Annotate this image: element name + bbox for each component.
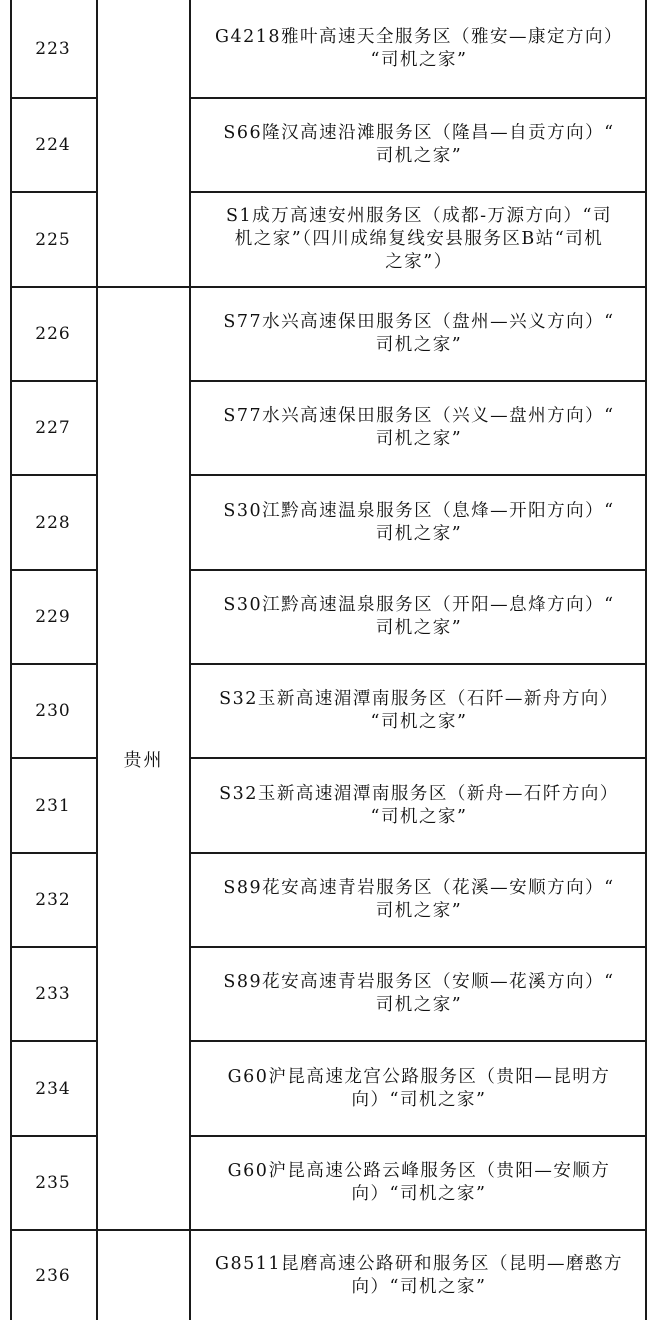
name-line: G60沪昆高速公路云峰服务区（贵阳—安顺方 (227, 1161, 611, 1181)
row-number: 234 (35, 1078, 71, 1099)
row-number: 228 (35, 512, 71, 533)
name-line: S89花安高速青岩服务区（花溪—安顺方向）“ (223, 878, 615, 898)
name-line: 司机之家” (375, 523, 463, 544)
service-area-name (191, 1231, 647, 1320)
name-line: G4218雅叶高速天全服务区（雅安—康定方向） (214, 26, 623, 47)
service-area-name (191, 1137, 647, 1229)
name-line: 机之家”（四川成绵复线安县服务区B站“司机 (234, 229, 604, 249)
service-area-name (191, 854, 647, 946)
service-area-name (191, 476, 647, 569)
row-number: 233 (35, 984, 71, 1004)
service-area-name (191, 1042, 647, 1135)
name-line: 向）“司机之家” (351, 1276, 487, 1297)
name-line: S32玉新高速湄潭南服务区（新舟—石阡方向） (219, 783, 619, 804)
name-line: S89花安高速青岩服务区（安顺—花溪方向）“ (223, 972, 615, 992)
row-number: 224 (35, 135, 71, 155)
row-number: 226 (35, 324, 71, 344)
name-line: “司机之家” (370, 712, 468, 732)
name-line: 之家”） (385, 252, 453, 272)
name-line: S77水兴高速保田服务区（盘州—兴义方向）“ (223, 312, 615, 332)
service-area-name (191, 193, 647, 286)
name-line: S30江黔高速温泉服务区（息烽—开阳方向）“ (223, 500, 615, 521)
name-line: S77水兴高速保田服务区（兴义—盘州方向）“ (223, 406, 615, 426)
name-line: 司机之家” (375, 146, 463, 166)
name-line: 司机之家” (375, 429, 463, 449)
service-area-name (191, 759, 647, 852)
name-line: 向）“司机之家” (351, 1089, 487, 1110)
name-line: G60沪昆高速龙宫公路服务区（贵阳—昆明方 (227, 1066, 611, 1087)
name-line: “司机之家” (370, 806, 468, 827)
service-area-name (191, 948, 647, 1040)
name-line: S32玉新高速湄潭南服务区（石阡—新舟方向） (219, 689, 619, 709)
province-cell-guizhou: 贵州 (123, 749, 164, 771)
row-number: 236 (35, 1265, 71, 1286)
row-number: 231 (35, 795, 71, 816)
row-number: 235 (35, 1173, 71, 1193)
service-area-name (191, 665, 647, 757)
row-number: 230 (35, 701, 71, 721)
name-line: S1成万高速安州服务区（成都-万源方向）“司 (226, 206, 612, 226)
service-area-name (191, 382, 647, 474)
name-line: 司机之家” (375, 995, 463, 1015)
row-number: 227 (35, 418, 71, 438)
row-number: 232 (35, 890, 71, 910)
row-number: 223 (35, 38, 71, 59)
name-line: G8511昆磨高速公路研和服务区（昆明—磨憨方 (214, 1253, 623, 1274)
service-area-name (191, 99, 647, 191)
name-line: 向）“司机之家” (351, 1184, 487, 1204)
name-line: 司机之家” (375, 901, 463, 921)
name-line: 司机之家” (375, 335, 463, 355)
name-line: S30江黔高速温泉服务区（开阳—息烽方向）“ (223, 595, 615, 615)
name-line: 司机之家” (375, 618, 463, 638)
name-line: “司机之家” (370, 49, 468, 70)
service-area-name (191, 571, 647, 663)
service-area-name (191, 288, 647, 380)
service-area-name (191, 0, 647, 97)
name-line: S66隆汉高速沿滩服务区（隆昌—自贡方向）“ (223, 123, 615, 143)
row-number: 229 (35, 607, 71, 627)
row-number: 225 (35, 229, 71, 250)
